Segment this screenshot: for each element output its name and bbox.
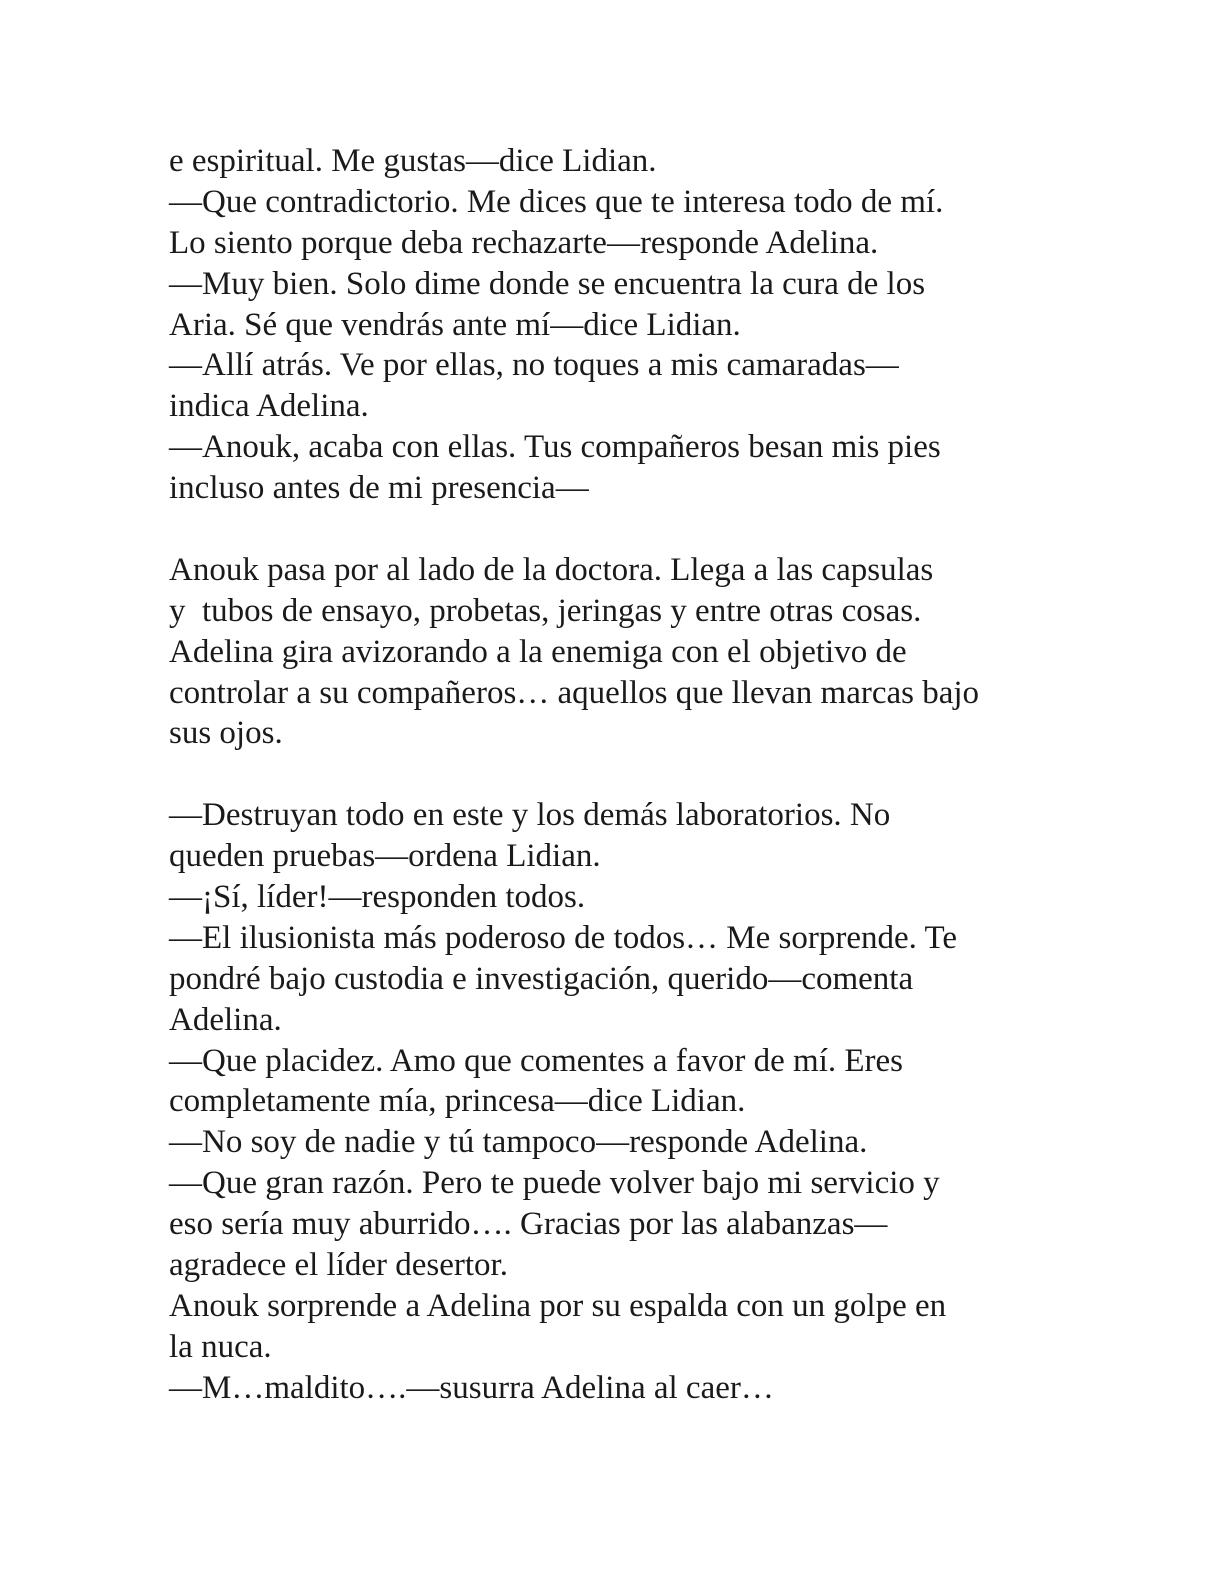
paragraph-break	[169, 754, 1069, 795]
text-line: Aria. Sé que vendrás ante mí—dice Lidian.	[169, 306, 741, 343]
text-line: y tubos de ensayo, probetas, jeringas y entre otras cosas.	[169, 592, 922, 629]
text-line: eso sería muy aburrido…. Gracias por las alabanzas—	[169, 1206, 888, 1243]
text-line: —Muy bien. Solo dime donde se encuentra la cura de los	[169, 265, 926, 302]
text-line: completamente mía, princesa—dice Lidian.	[169, 1083, 746, 1120]
text-line: —Destruyan todo en este y los demás laboratorios. No	[169, 797, 891, 834]
text-line: Lo siento porque deba rechazarte—responde Adelina.	[169, 224, 879, 261]
text-line: —Que gran razón. Pero te puede volver bajo mi servicio y	[169, 1165, 940, 1202]
text-line: sus ojos.	[169, 715, 283, 752]
text-line: —No soy de nadie y tú tampoco—responde Adelina.	[169, 1124, 868, 1161]
text-line: Anouk sorprende a Adelina por su espalda con un golpe en	[169, 1287, 947, 1324]
text-line: agradece el líder desertor.	[169, 1247, 508, 1284]
text-line: —El ilusionista más poderoso de todos… Me sorprende. Te	[169, 919, 958, 956]
text-line: —¡Sí, líder!—responden todos.	[169, 879, 586, 916]
text-line: la nuca.	[169, 1328, 272, 1365]
text-line: —M…maldito….—susurra Adelina al caer…	[169, 1369, 774, 1406]
text-line: pondré bajo custodia e investigación, querido—comenta	[169, 960, 914, 997]
text-line: e espiritual. Me gustas—dice Lidian.	[169, 143, 657, 179]
text-line: Adelina.	[169, 1001, 282, 1038]
text-line: —Allí atrás. Ve por ellas, no toques a mis camaradas—	[169, 347, 899, 384]
text-line: Adelina gira avizorando a la enemiga con el objetivo de	[169, 633, 907, 670]
text-line: controlar a su compañeros… aquellos que llevan marcas bajo	[169, 674, 980, 711]
text-line: —Que placidez. Amo que comentes a favor de mí. Eres	[169, 1042, 903, 1079]
text-line: Anouk pasa por al lado de la doctora. Llega a las capsulas	[169, 551, 934, 588]
text-line: incluso antes de mi presencia—	[169, 470, 589, 507]
paragraph-break	[169, 509, 1069, 550]
text-line: —Anouk, acaba con ellas. Tus compañeros besan mis pies	[169, 429, 941, 466]
text-line: indica Adelina.	[169, 388, 369, 425]
text-line: —Que contradictorio. Me dices que te interesa todo de mí.	[169, 183, 944, 220]
story-text	[169, 141, 1069, 1409]
text-line: queden pruebas—ordena Lidian.	[169, 838, 601, 875]
